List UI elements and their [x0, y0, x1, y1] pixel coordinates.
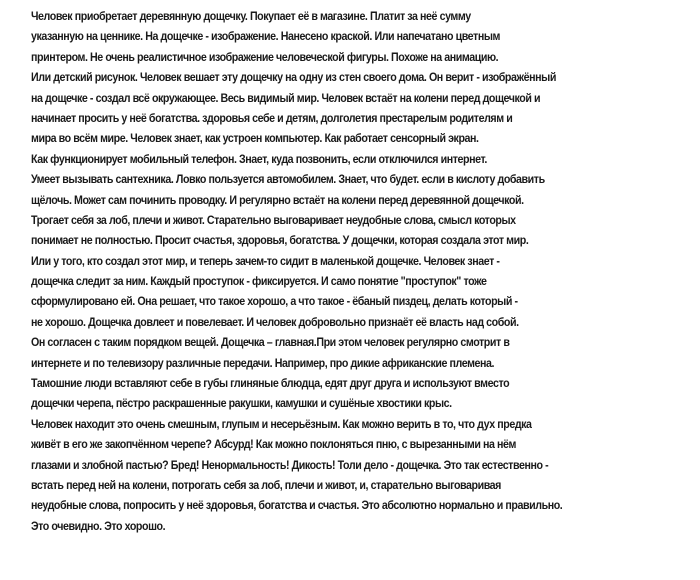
text-line: встать перед ней на колени, потрогать себя за лоб, плечи и живот, и, старательно выговаривая — [31, 477, 501, 492]
text-line: Трогает себя за лоб, плечи и живот. Старательно выговаривает неудобные слова, смысл которых — [31, 212, 516, 227]
text-line: Или у того, кто создал этот мир, и теперь зачем-то сидит в маленькой дощечке. Человек знает - — [31, 253, 500, 268]
text-line: сформулировано ей. Она решает, что такое хорошо, а что такое - ёбаный пиздец, делать который - — [31, 294, 518, 309]
text-line: Как функционирует мобильный телефон. Знает, куда позвонить, если отключился интернет. — [31, 151, 487, 166]
text-line: Тамошние люди вставляют себе в губы глиняные блюдца, едят друг друга и используют вместо — [31, 376, 510, 391]
text-line: щёлочь. Может сам починить проводку. И регулярно встаёт на колени перед деревянной дощечкой. — [31, 192, 524, 207]
text-line: мира во всём мире. Человек знает, как устроен компьютер. Как работает сенсорный экран. — [31, 131, 479, 146]
text-block — [31, 6, 693, 536]
text-line: дощечка следит за ним. Каждый проступок - фиксируется. И само понятие "проступок" тоже — [31, 274, 487, 289]
text-line: Он согласен с таким порядком вещей. Дощечка – главная.При этом человек регулярно смотрит в — [31, 335, 510, 350]
text-line: дощечки черепа, пёстро раскрашенные ракушки, камушки и сушёные хвостики крыс. — [31, 396, 452, 411]
text-line: начинает просить у неё богатства. здоровья себе и детям, долголетия престарелым родителям и — [31, 110, 513, 125]
text-line: на дощечке - создал всё окружающее. Весь видимый мир. Человек встаёт на колени перед дощечкой и — [31, 90, 541, 105]
text-line: Или детский рисунок. Человек вешает эту дощечку на одну из стен своего дома. Он верит - изображённый — [31, 70, 556, 85]
text-line: Человек находит это очень смешным, глупым и несерьёзным. Как можно верить в то, что дух предка — [31, 416, 532, 431]
text-line: неудобные слова, попросить у неё здоровья, богатства и счастья. Это абсолютно нормально и правильно. — [31, 498, 563, 513]
text-line: Умеет вызывать сантехника. Ловко пользуется автомобилем. Знает, что будет. если в кислоту добавить — [31, 172, 545, 187]
text-line: не хорошо. Дощечка довлеет и повелевает. И человек добровольно признаёт её власть над собой. — [31, 314, 519, 329]
text-line: принтером. Не очень реалистичное изображение человеческой фигуры. Похоже на анимацию. — [31, 49, 499, 64]
text-line: глазами и злобной пастью? Бред! Ненормальность! Дикость! Толи дело - дощечка. Это так естественно - — [31, 457, 549, 472]
text-line: живёт в его же закопчённом черепе? Абсурд! Как можно поклоняться пню, с вырезанными на нём — [31, 437, 516, 452]
text-line: Это очевидно. Это хорошо. — [31, 518, 166, 533]
text-line: Человек приобретает деревянную дощечку. Покупает её в магазине. Платит за неё сумму — [31, 9, 471, 23]
text-line: понимает не полностью. Просит счастья, здоровья, богатства. У дощечки, которая создала этот мир. — [31, 233, 529, 248]
text-line: указанную на ценнике. На дощечке - изображение. Нанесено краской. Или напечатано цветным — [31, 29, 500, 44]
text-line: интернете и по телевизору различные передачи. Например, про дикие африканские племена. — [31, 355, 495, 370]
